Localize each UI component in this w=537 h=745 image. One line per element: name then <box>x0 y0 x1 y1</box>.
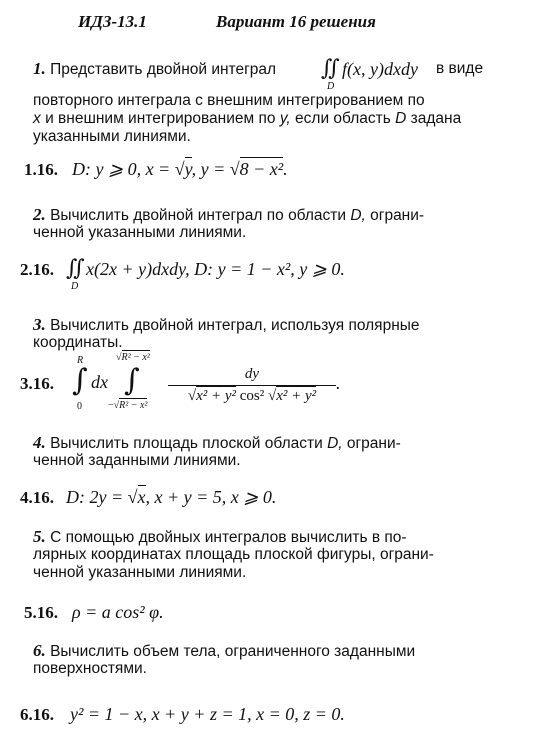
problem-1-line-2: повторного интеграла с внешним интегрированием по <box>33 92 425 109</box>
problem-1-line-3: x и внешним интегрированием по y, если область D задана <box>33 110 462 127</box>
exercise-1-16-formula: D: y ⩾ 0, x = √y, y = √8 − x². <box>72 159 288 179</box>
outer-differential: dx <box>91 372 108 392</box>
exercise-2-16-label: 2.16. <box>20 260 54 279</box>
double-integral-sign: ∬ <box>321 56 340 81</box>
outer-upper-limit: R <box>77 355 84 366</box>
outer-integral-sign: ∫ <box>72 363 88 398</box>
problem-1-line-4: указанными линиями. <box>33 128 191 145</box>
exercise-4-16-label: 4.16. <box>20 488 54 507</box>
problem-4-line-1: 4. Вычислить площадь плоской области D, ограни- <box>33 433 401 452</box>
problem-4-line-2: ченной заданными линиями. <box>33 452 241 469</box>
problem-1-line-1: 1. Представить двойной интеграл <box>33 59 277 78</box>
exercise-5-16-formula: ρ = a cos² φ. <box>72 602 164 622</box>
problem-2-line-1: 2. Вычислить двойной интеграл по области D, ограни- <box>33 205 425 224</box>
integrand-fraction <box>168 366 336 405</box>
problem-1-line-1-end: в виде <box>436 60 484 77</box>
outer-lower-limit: 0 <box>77 401 82 412</box>
problem-5-line-2: лярных координатах площадь плоской фигуры, ограни- <box>33 546 434 563</box>
exercise-3-16-label: 3.16. <box>20 374 54 393</box>
inner-integral-sign: ∫ <box>124 363 140 398</box>
double-integral-sign-2: ∬ <box>66 256 85 281</box>
problem-6-line-1: 6. Вычислить объем тела, ограниченного заданными <box>33 641 416 660</box>
exercise-6-16-label: 6.16. <box>20 705 54 724</box>
exercise-2-16-region-subscript: D <box>71 281 79 292</box>
problem-5-line-3: ченной указанными линиями. <box>33 564 247 581</box>
exercise-2-16-formula: x(2x + y)dxdy, D: y = 1 − x², y ⩾ 0. <box>86 259 345 279</box>
inner-lower-limit: −√R² − x² <box>108 400 148 411</box>
problem-6-line-2: поверхностями. <box>33 660 147 677</box>
inner-upper-limit: √R² − x² <box>116 352 150 363</box>
exercise-4-16-formula: D: 2y = √x, x + y = 5, x ⩾ 0. <box>66 487 277 507</box>
problem-2-line-2: ченной указанными линиями. <box>33 224 247 241</box>
exercise-1-16-label: 1.16. <box>24 160 58 179</box>
exercise-5-16-label: 5.16. <box>24 603 58 622</box>
fraction-denominator: √x² + y² cos² √x² + y² <box>168 385 336 405</box>
problem-3-line-1: 3. Вычислить двойной интеграл, используя полярные <box>33 315 420 334</box>
exercise-3-16-end: . <box>336 373 341 393</box>
document-code: ИДЗ-13.1 <box>78 12 147 31</box>
problem-1-region-subscript: D <box>327 81 335 92</box>
document-title: Вариант 16 решения <box>216 12 376 31</box>
problem-5-line-1: 5. С помощью двойных интегралов вычислить в по- <box>33 527 407 546</box>
exercise-6-16-formula: y² = 1 − x, x + y + z = 1, x = 0, z = 0. <box>70 704 345 724</box>
problem-1-integrand: f(x, y)dxdy <box>342 59 418 79</box>
problem-3-line-2: координаты. <box>33 334 123 351</box>
fraction-numerator: dy <box>244 366 260 382</box>
